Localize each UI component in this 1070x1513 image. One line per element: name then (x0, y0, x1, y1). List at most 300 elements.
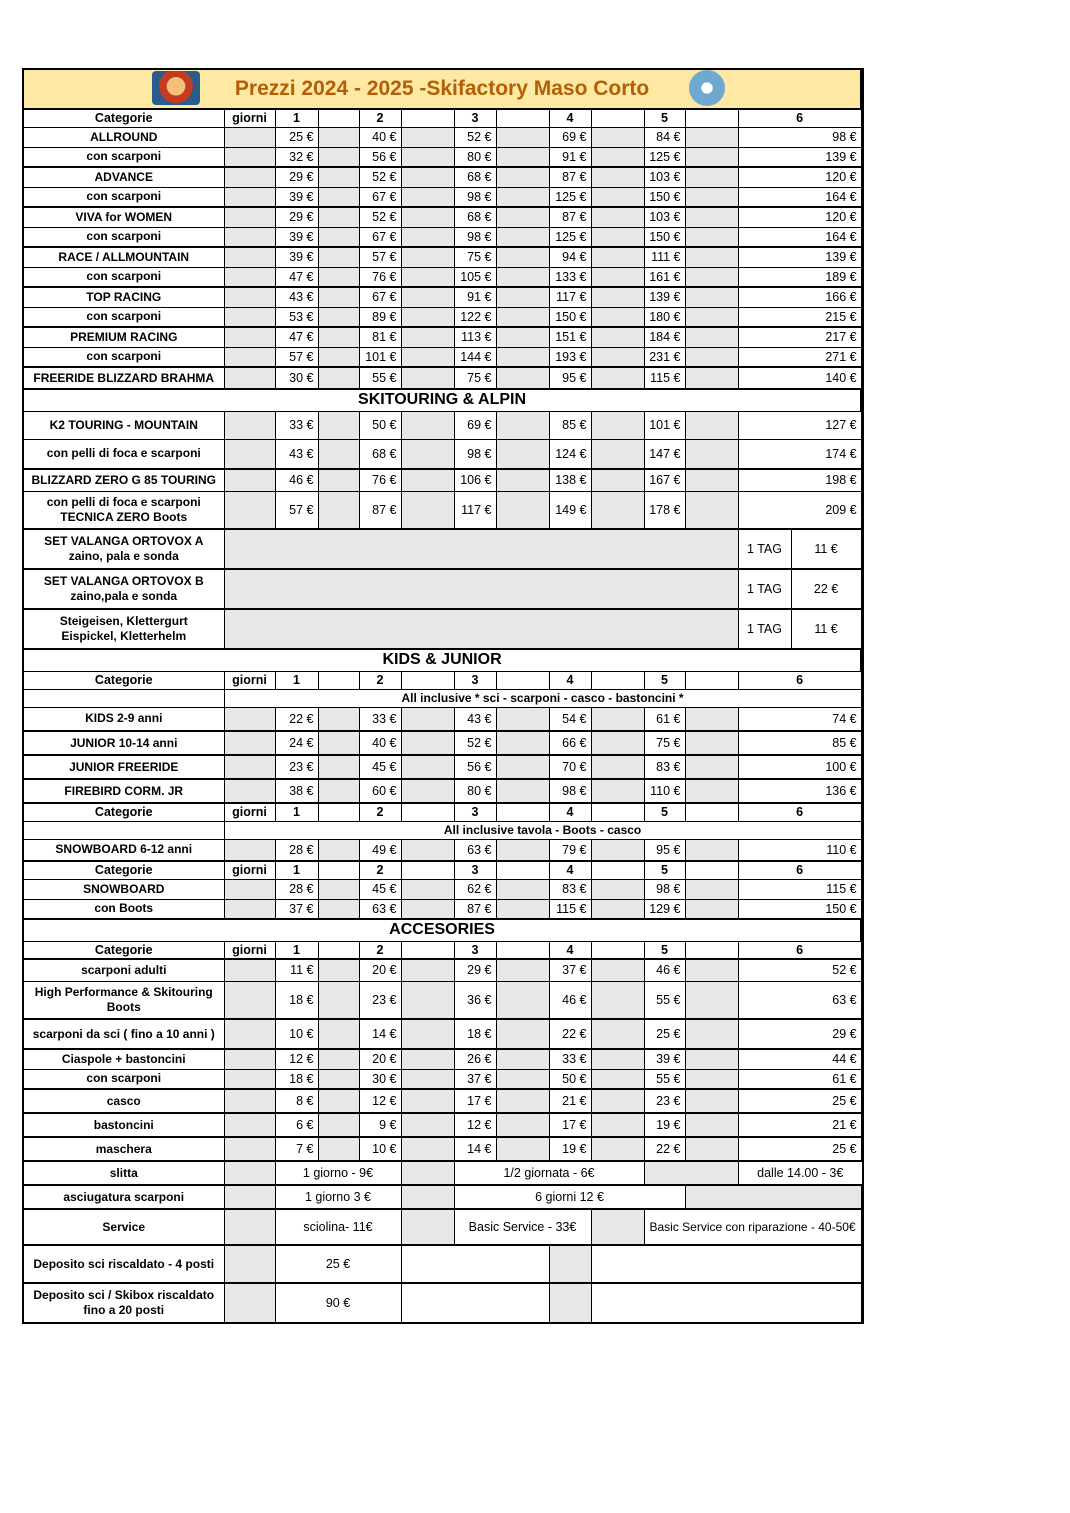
category-label: ADVANCE (94, 169, 153, 184)
spacer-cell (318, 367, 359, 389)
price-day-2: 20 € (359, 959, 401, 981)
giorni-cell (224, 1049, 275, 1069)
spacer-cell (591, 1049, 644, 1069)
spacer-cell (496, 267, 549, 287)
spacer-cell (318, 959, 359, 981)
price-day-6: 21 € (738, 1113, 861, 1137)
price-extra-day (861, 981, 863, 1019)
spacer-cell (496, 779, 549, 803)
table-row (23, 147, 863, 167)
price-day-1: 18 € (275, 1069, 318, 1089)
giorni-cell (224, 1089, 275, 1113)
spacer-cell (401, 167, 454, 187)
giorni-cell (224, 879, 275, 899)
price-day-1: 10 € (275, 1019, 318, 1049)
price-day-5: 161 € (644, 267, 685, 287)
spacer-cell (401, 327, 454, 347)
spacer-cell (401, 839, 454, 861)
giorni-cell (224, 1137, 275, 1161)
price-day-3: 29 € (454, 959, 496, 981)
category-name (23, 347, 224, 367)
category-label: con pelli di foca e scarponi (46, 446, 201, 461)
header-day-6: 6 (738, 803, 861, 821)
price-day-6: 61 € (738, 1069, 861, 1089)
price-day-2: 23 € (359, 981, 401, 1019)
price-day-3: 12 € (454, 1113, 496, 1137)
spacer-cell (401, 347, 454, 367)
table-row (23, 649, 863, 671)
price-extra-day (861, 367, 863, 389)
header-day-1: 1 (275, 803, 318, 821)
price-extra-day: 11 € (791, 529, 861, 569)
spacer-cell (685, 207, 738, 227)
table-row (23, 491, 863, 529)
spacer-cell (496, 671, 549, 689)
giorni-cell (224, 307, 275, 327)
spacer-cell (591, 1137, 644, 1161)
table-row (23, 569, 863, 609)
price-day-1: 37 € (275, 899, 318, 919)
header-day-3: 3 (454, 803, 496, 821)
spacer-cell (318, 861, 359, 879)
spacer-cell (685, 227, 738, 247)
spacer-cell (591, 367, 644, 389)
table-row (23, 671, 863, 689)
price-day-4: 50 € (549, 1069, 591, 1089)
price-day-1: 57 € (275, 347, 318, 367)
table-row (23, 803, 863, 821)
spacer-cell (591, 861, 644, 879)
header-giorni: giorni (224, 861, 275, 879)
tag-cell: 1 TAG (738, 569, 791, 609)
price-day-4: 21 € (549, 1089, 591, 1113)
price-day-4: 83 € (549, 879, 591, 899)
spacer-cell (401, 287, 454, 307)
price-day-1: 11 € (275, 959, 318, 981)
spacer-cell (685, 247, 738, 267)
category-label: FREERIDE BLIZZARD BRAHMA (33, 370, 215, 385)
price-day-5: 110 € (644, 779, 685, 803)
price-day-3: 98 € (454, 187, 496, 207)
price-day-1: 53 € (275, 307, 318, 327)
table-row (23, 707, 863, 731)
spacer-cell (549, 1283, 591, 1323)
price-day-5: 75 € (644, 731, 685, 755)
category-name (23, 327, 224, 347)
table-row (23, 689, 863, 707)
table-row (23, 389, 863, 411)
spacer-cell (318, 671, 359, 689)
price-day-2: 52 € (359, 207, 401, 227)
price-day-3: 80 € (454, 779, 496, 803)
price-day-6: 198 € (738, 469, 861, 491)
price-day-2: 55 € (359, 367, 401, 389)
spacer-cell (496, 1069, 549, 1089)
spacer-cell (401, 1161, 454, 1185)
category-name (23, 899, 224, 919)
price-day-3: 87 € (454, 899, 496, 919)
price-day-1: 7 € (275, 1137, 318, 1161)
spacer-cell (401, 109, 454, 127)
price-day-3: 122 € (454, 307, 496, 327)
spacer-cell (401, 671, 454, 689)
price-day-2: 60 € (359, 779, 401, 803)
spacer-cell (685, 731, 738, 755)
price-day-4: 150 € (549, 307, 591, 327)
price-day-4: 151 € (549, 327, 591, 347)
category-name (23, 731, 224, 755)
deposito-price: 90 € (275, 1283, 401, 1323)
price-extra-day (861, 327, 863, 347)
price-day-3: 80 € (454, 147, 496, 167)
category-label: ALLROUND (90, 129, 158, 144)
header-day-3: 3 (454, 941, 496, 959)
price-day-2: 67 € (359, 187, 401, 207)
spacer-cell (685, 941, 738, 959)
spacer-cell (401, 1209, 454, 1245)
category-name: asciugatura scarponi (23, 1185, 224, 1209)
category-name (23, 469, 224, 491)
spacer-cell (496, 899, 549, 919)
table-row (23, 127, 863, 147)
header-giorni: giorni (224, 803, 275, 821)
spacer-cell (496, 367, 549, 389)
category-name (23, 609, 224, 649)
table-row (23, 731, 863, 755)
spacer-cell (318, 491, 359, 529)
price-day-3: 91 € (454, 287, 496, 307)
price-day-1: 8 € (275, 1089, 318, 1113)
category-name (23, 287, 224, 307)
spacer-cell (685, 307, 738, 327)
price-day-2: 67 € (359, 287, 401, 307)
spacer-cell (591, 109, 644, 127)
price-day-3: 14 € (454, 1137, 496, 1161)
spacer-cell (401, 367, 454, 389)
price-day-6: 98 € (738, 127, 861, 147)
price-day-1: 22 € (275, 707, 318, 731)
category-name (23, 879, 224, 899)
header-day-5: 5 (644, 671, 685, 689)
price-day-6: 127 € (738, 411, 861, 439)
spacer-cell (685, 469, 738, 491)
spacer-cell (318, 1137, 359, 1161)
spacer-cell (318, 127, 359, 147)
spacer-cell (591, 959, 644, 981)
spacer-cell (591, 411, 644, 439)
spacer-cell (401, 1049, 454, 1069)
spacer-cell (685, 981, 738, 1019)
header-day-1: 1 (275, 941, 318, 959)
giorni-cell (224, 227, 275, 247)
price-day-2: 9 € (359, 1113, 401, 1137)
giorni-cell (224, 1069, 275, 1089)
category-name (23, 529, 224, 569)
table-row (23, 227, 863, 247)
inclusive-note: All inclusive tavola - Boots - casco (224, 821, 861, 839)
category-name: Service (23, 1209, 224, 1245)
price-day-4: 138 € (549, 469, 591, 491)
price-day-6: 164 € (738, 227, 861, 247)
spacer-cell (318, 327, 359, 347)
spacer-cell (685, 959, 738, 981)
price-day-3: 105 € (454, 267, 496, 287)
header-day-1: 1 (275, 109, 318, 127)
table-row (23, 1245, 863, 1283)
price-day-5: 55 € (644, 981, 685, 1019)
price-extra-day (861, 1113, 863, 1137)
table-row (23, 167, 863, 187)
spacer-cell (401, 147, 454, 167)
price-day-1: 29 € (275, 167, 318, 187)
category-label: FIREBIRD CORM. JR (64, 783, 184, 798)
giorni-cell (224, 779, 275, 803)
spacer-cell (591, 779, 644, 803)
price-day-6: 25 € (738, 1089, 861, 1113)
spacer-cell (401, 707, 454, 731)
category-name (23, 187, 224, 207)
price-day-1: 43 € (275, 287, 318, 307)
spacer-cell (591, 167, 644, 187)
price-day-2: 33 € (359, 707, 401, 731)
spacer-cell (496, 411, 549, 439)
price-day-4: 46 € (549, 981, 591, 1019)
table-row (23, 1019, 863, 1049)
spacer-cell (318, 981, 359, 1019)
price-day-4: 87 € (549, 167, 591, 187)
category-sublabel: zaino,pala e sonda (70, 589, 178, 603)
price-day-6: 110 € (738, 839, 861, 861)
category-label: TOP RACING (86, 289, 162, 304)
header-extra-day (861, 109, 863, 127)
spacer-cell (318, 779, 359, 803)
giorni-cell (224, 1209, 275, 1245)
title-text: Prezzi 2024 - 2025 -Skifactory Maso Corto (234, 77, 650, 100)
price-day-2: 50 € (359, 411, 401, 439)
table-row (23, 1113, 863, 1137)
spacer-cell (496, 307, 549, 327)
price-day-6: 120 € (738, 207, 861, 227)
price-day-5: 84 € (644, 127, 685, 147)
tag-cell: 1 TAG (738, 609, 791, 649)
table-row (23, 821, 863, 839)
price-day-6: 209 € (738, 491, 861, 529)
table-row (23, 187, 863, 207)
price-day-1: 39 € (275, 247, 318, 267)
spacer-cell (685, 1113, 738, 1137)
giorni-cell (224, 147, 275, 167)
spacer-cell (496, 167, 549, 187)
spacer-cell (318, 267, 359, 287)
price-day-3: 117 € (454, 491, 496, 529)
category-name (23, 755, 224, 779)
spacer-cell (496, 803, 549, 821)
table-row (23, 207, 863, 227)
header-day-1: 1 (275, 861, 318, 879)
table-row (23, 347, 863, 367)
price-day-6: 120 € (738, 167, 861, 187)
price-extra-day (861, 839, 863, 861)
spacer-cell (685, 779, 738, 803)
price-extra-day (861, 1069, 863, 1089)
spacer-cell (496, 707, 549, 731)
giorni-cell (224, 1113, 275, 1137)
price-day-5: 115 € (644, 367, 685, 389)
spacer-cell (591, 247, 644, 267)
giorni-cell (224, 327, 275, 347)
category-sublabel: Eispickel, Kletterhelm (61, 629, 187, 643)
price-day-3: 36 € (454, 981, 496, 1019)
spacer-cell (496, 287, 549, 307)
price-day-5: 103 € (644, 207, 685, 227)
price-day-1: 6 € (275, 1113, 318, 1137)
spacer-cell (318, 755, 359, 779)
price-day-1: 28 € (275, 839, 318, 861)
category-name (23, 569, 224, 609)
spacer-cell (685, 327, 738, 347)
table-row (23, 1049, 863, 1069)
asciugatura-6-days: 6 giorni 12 € (454, 1185, 685, 1209)
category-label: SET VALANGA ORTOVOX A (44, 534, 204, 548)
price-day-5: 178 € (644, 491, 685, 529)
spacer-cell (401, 861, 454, 879)
spacer-cell (496, 755, 549, 779)
giorni-cell (224, 1283, 275, 1323)
category-name (23, 1019, 224, 1049)
spacer-cell (685, 1089, 738, 1113)
price-day-1: 23 € (275, 755, 318, 779)
spacer-cell (318, 469, 359, 491)
spacer-cell (318, 731, 359, 755)
price-day-3: 62 € (454, 879, 496, 899)
price-day-4: 66 € (549, 731, 591, 755)
spacer-cell (318, 187, 359, 207)
slitta-full-day: 1 giorno - 9€ (275, 1161, 401, 1185)
giorni-cell (224, 469, 275, 491)
spacer-cell (496, 1137, 549, 1161)
spacer-cell (685, 167, 738, 187)
price-day-5: 39 € (644, 1049, 685, 1069)
giorni-cell (224, 981, 275, 1019)
spacer-cell (644, 1161, 738, 1185)
giorni-cell (224, 839, 275, 861)
spacer-cell (591, 307, 644, 327)
price-day-4: 79 € (549, 839, 591, 861)
table-row (23, 109, 863, 127)
price-day-4: 54 € (549, 707, 591, 731)
header-extra-day (861, 861, 863, 879)
category-name (23, 207, 224, 227)
price-day-5: 147 € (644, 439, 685, 469)
category-label: KIDS 2-9 anni (85, 711, 163, 726)
category-label: con scarponi (86, 189, 162, 204)
empty-cell (23, 821, 224, 839)
giorni-cell (224, 1161, 275, 1185)
spacer-cell (591, 187, 644, 207)
spacer-cell (591, 803, 644, 821)
spacer-cell (318, 167, 359, 187)
price-day-3: 68 € (454, 207, 496, 227)
price-day-1: 12 € (275, 1049, 318, 1069)
spacer-cell (591, 491, 644, 529)
empty-gray-block (224, 569, 738, 609)
spacer-cell (401, 899, 454, 919)
spacer-cell (685, 899, 738, 919)
spacer-cell (591, 469, 644, 491)
price-day-6: 25 € (738, 1137, 861, 1161)
price-day-6: 100 € (738, 755, 861, 779)
spacer-cell (685, 1019, 738, 1049)
price-extra-day (861, 307, 863, 327)
spacer-cell (685, 109, 738, 127)
price-day-4: 98 € (549, 779, 591, 803)
price-day-4: 33 € (549, 1049, 591, 1069)
price-extra-day (861, 167, 863, 187)
spacer-cell (401, 207, 454, 227)
table-row (23, 941, 863, 959)
slitta-half-day: 1/2 giornata - 6€ (454, 1161, 644, 1185)
spacer-cell (685, 1137, 738, 1161)
spacer-cell (685, 707, 738, 731)
category-name: Deposito sci / Skibox riscaldato fino a 20 posti (23, 1283, 224, 1323)
price-extra-day (861, 207, 863, 227)
spacer-cell (496, 347, 549, 367)
giorni-cell (224, 899, 275, 919)
table-row (23, 779, 863, 803)
spacer-cell (318, 247, 359, 267)
spacer-cell (401, 731, 454, 755)
spacer-cell (318, 109, 359, 127)
category-name (23, 367, 224, 389)
price-day-6: 189 € (738, 267, 861, 287)
category-name (23, 981, 224, 1019)
spacer-cell (496, 1113, 549, 1137)
price-extra-day (861, 227, 863, 247)
price-day-5: 103 € (644, 167, 685, 187)
spacer-cell (591, 267, 644, 287)
table-row (23, 367, 863, 389)
slitta-afternoon: dalle 14.00 - 3€ (738, 1161, 863, 1185)
spacer-cell (685, 671, 738, 689)
header-day-6: 6 (738, 941, 861, 959)
price-extra-day (861, 779, 863, 803)
price-day-6: 63 € (738, 981, 861, 1019)
spacer-cell (401, 411, 454, 439)
header-day-5: 5 (644, 803, 685, 821)
price-day-3: 18 € (454, 1019, 496, 1049)
price-extra-day (861, 879, 863, 899)
spacer-cell (401, 1019, 454, 1049)
price-day-6: 150 € (738, 899, 861, 919)
price-day-2: 30 € (359, 1069, 401, 1089)
empty-gray-block (224, 529, 738, 569)
price-day-6: 217 € (738, 327, 861, 347)
spacer-cell (591, 671, 644, 689)
spacer-cell (401, 981, 454, 1019)
category-label: JUNIOR 10-14 anni (70, 735, 178, 750)
category-name (23, 227, 224, 247)
giorni-cell (224, 707, 275, 731)
empty-cell (591, 1283, 861, 1323)
category-name (23, 147, 224, 167)
service-basic: Basic Service - 33€ (454, 1209, 591, 1245)
price-day-1: 18 € (275, 981, 318, 1019)
spacer-cell (591, 1019, 644, 1049)
spacer-cell (685, 287, 738, 307)
price-day-5: 184 € (644, 327, 685, 347)
header-categorie: Categorie (23, 671, 224, 689)
price-day-1: 33 € (275, 411, 318, 439)
